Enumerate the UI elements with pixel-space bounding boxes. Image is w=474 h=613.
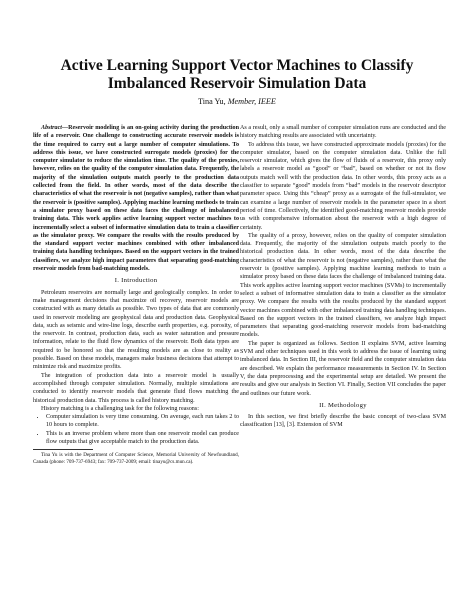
footnote-rule <box>33 449 93 450</box>
section-heading-introduction: I. Introduction <box>114 277 158 285</box>
abstract <box>33 124 239 273</box>
right-paragraph-1: As a result, only a small number of computer simulation runs are conducted and the history matching results are associated with uncertainty. <box>240 125 446 140</box>
list-item: • This is an inverse problem where more than one reservoir model can produce flow outputs that give acceptable match to the production data. <box>46 430 239 447</box>
intro-paragraph-2: The integration of production data into a reservoir model is usually accomplished through computer simulation. Normally, multiple simulations are conducted to identify reservoir models that generate fluid flows matching the historical production data. This process is called history matching. <box>33 372 239 404</box>
section-heading-methodology: II. Methodology <box>319 401 367 409</box>
left-column <box>33 124 239 465</box>
author-role: Member, IEEE <box>227 97 276 106</box>
reasons-list <box>33 413 239 446</box>
right-paragraph-4: The paper is organized as follows. Section II explains SVM, active learning SVM and other techniques used in this work to address the issue of learning using imbalanced data. In Section III, the reservoir field and the computer simulation data are described. We explain the performance measurements in Section IV. In Section V, the data preprocessing and the experimental setup are detailed. We present the results and give our analysis in Section VI. Finally, Section VII concludes the paper and outlines our future work. <box>240 340 446 397</box>
list-item: • Computer simulation is very time consuming. On average, each run takes 2 to 10 hours to complete. <box>46 413 239 430</box>
abstract-label: Abstract <box>41 125 62 131</box>
intro-paragraph-1: Petroleum reservoirs are normally large and geologically complex. In order to make management decisions that maximize oil recovery, reservoir models are constructed with as many details as possible. Two types of data that are commonly used in reservoir modeling are geophysical data and production data. Geophysical data, such as seismic and wire-line logs, describe earth properties, e.g. porosity, of the reservoir. In contrast, production data, such as water saturation and pressure information, relate to the fluid flow dynamics of the reservoir. Both data types are required to be honored so that the resulting models are as close to reality as possible. Based on these models, managers make business decisions that attempt to minimize risk and maximize profits. <box>33 289 239 371</box>
methodology-paragraph-1: In this section, we first briefly describe the basic concept of two-class SVM classification [13], [3]. Extension of SVM <box>240 414 446 429</box>
right-paragraph-2: To address this issue, we have constructed approximate models (proxies) for the computer simulator, based on the computer simulation data. Unlike the full reservoir simulator, which gives the flow of fluids of a reservoir, this proxy only labels a reservoir model as “good” or “bad”, based on whether or not its flow outputs match well with the production data. In other words, this proxy acts as a classifier to separate “good” models from “bad” models in the reservoir descriptor parameter space. Using this “cheap” proxy as a surrogate of the full-simulator, we can examine a large number of reservoir models in the parameter space in a short period of time. Collectively, the identified good-matching reservoir models provide us with comprehensive information about the reservoir with a high degree of certainty. <box>240 141 446 231</box>
right-column <box>240 124 446 430</box>
author-name: Tina Yu, <box>198 97 226 106</box>
footnote: Tina Yu is with the Department of Computer Science, Memorial University of Newfoundland, Canada (phone: 709-737-6943; fax: 709-737-2009; email: tinayu@cs.mun.ca). <box>33 452 239 465</box>
right-paragraph-3: The quality of a proxy, however, relies on the quality of computer simulation data. Frequently, the majority of the simulation outputs match poorly to the historical production data. In other words, most of the data describe the characteristics of what the reservoir is not (negative samples), rather than what the reservoir is (positive samples). Applying machine learning methods to train a simulator proxy based on these data faces the challenge of imbalanced training data. This work applies active learning support vector machines (SVMs) to incrementally select a subset of informative simulation data to train a classifier as the simulator proxy. We compare the results with the results produced by the standard support vector machines combined with other imbalanced training data handling techniques. Based on the support vectors in the trained classifiers, we analyze high impact parameters that separating good-matching reservoir models from bad-matching models. <box>240 232 446 339</box>
author-line <box>0 97 474 106</box>
abstract-text: —Reservoir modeling is an on-going activity during the production life of a reservoir. One challenge to constructing accurate reservoir models is the time required to carry out a large number of computer simulations. To address this issue, we have constructed surrogate models (proxies) for the computer simulator to reduce the simulation time. The quality of the proxies, however, relies on the quality of the computer simulation data. Frequently, the majority of the simulation outputs match poorly to the production data collected from the field. In other words, most of the data describe the characteristics of what the reservoir is not (negative samples), rather than what the reservoir is (positive samples). Applying machine learning methods to train a simulator proxy based on these data faces the challenge of imbalanced training data. This work applies active learning support vector machines to incrementally select a subset of informative simulation data to train a classifier as the simulator proxy. We compare the results with the results produced by the standard support vector machines combined with other imbalanced training data handling techniques. Based on the support vectors in the trained classifiers, we analyze high impact parameters that separating good-matching reservoir models from bad-matching models. <box>33 125 239 273</box>
paper-title: Active Learning Support Vector Machines to Classify Imbalanced Reservoir Simulation Data <box>60 57 414 92</box>
intro-paragraph-3: History matching is a challenging task for the following reasons: <box>41 405 199 412</box>
